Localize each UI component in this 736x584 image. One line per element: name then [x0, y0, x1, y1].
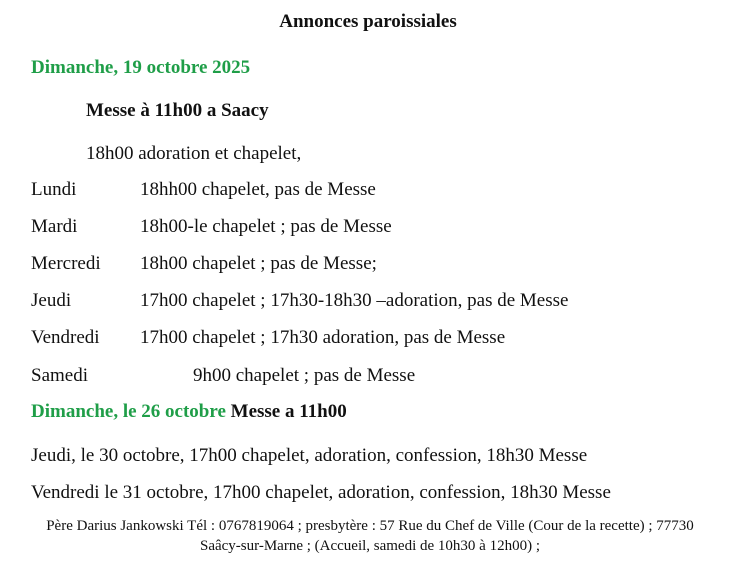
- schedule-row-mardi: [31, 215, 721, 239]
- day-label: Jeudi: [31, 290, 72, 311]
- day-label: Mercredi: [31, 253, 101, 274]
- day-schedule: 17h00 chapelet ; 17h30-18h30 –adoration, pas de Messe: [140, 290, 569, 311]
- contact-footer: Père Darius Jankowski Tél : 0767819064 ; presbytère : 57 Rue du Chef de Ville (Cour de la recette) ; 77730 Saâcy-sur-Marne ; (Accueil, samedi de 10h30 à 12h00) ;: [46, 518, 694, 554]
- schedule-row-vendredi: [31, 326, 721, 350]
- special-friday-31: Vendredi le 31 octobre, 17h00 chapelet, adoration, confession, 18h30 Messe: [31, 482, 611, 503]
- special-thursday-30: Jeudi, le 30 octobre, 17h00 chapelet, adoration, confession, 18h30 Messe: [31, 445, 588, 466]
- page-title: Annonces paroissiales: [279, 11, 457, 32]
- day-schedule: 18h00-le chapelet ; pas de Messe: [140, 216, 392, 237]
- sunday-19-evening: 18h00 adoration et chapelet,: [86, 143, 302, 164]
- day-label: Mardi: [31, 216, 78, 237]
- schedule-row-samedi: [31, 364, 721, 388]
- sunday-26-heading: Dimanche, le 26 octobre: [31, 401, 226, 422]
- day-schedule: 9h00 chapelet ; pas de Messe: [193, 365, 416, 386]
- schedule-row-mercredi: [31, 252, 721, 276]
- sunday-19-heading: Dimanche, 19 octobre 2025: [31, 57, 251, 78]
- schedule-row-jeudi: [31, 289, 721, 313]
- day-label: Lundi: [31, 179, 77, 200]
- schedule-row-lundi: [31, 178, 721, 202]
- day-schedule: 18h00 chapelet ; pas de Messe;: [140, 253, 377, 274]
- sunday-26-line: [31, 400, 347, 424]
- sunday-19-mass: Messe à 11h00 a Saacy: [86, 100, 269, 121]
- day-schedule: 18hh00 chapelet, pas de Messe: [140, 179, 376, 200]
- day-label: Samedi: [31, 365, 88, 386]
- day-schedule: 17h00 chapelet ; 17h30 adoration, pas de Messe: [140, 327, 506, 348]
- day-label: Vendredi: [31, 327, 100, 348]
- sunday-26-mass: Messe a 11h00: [230, 401, 347, 422]
